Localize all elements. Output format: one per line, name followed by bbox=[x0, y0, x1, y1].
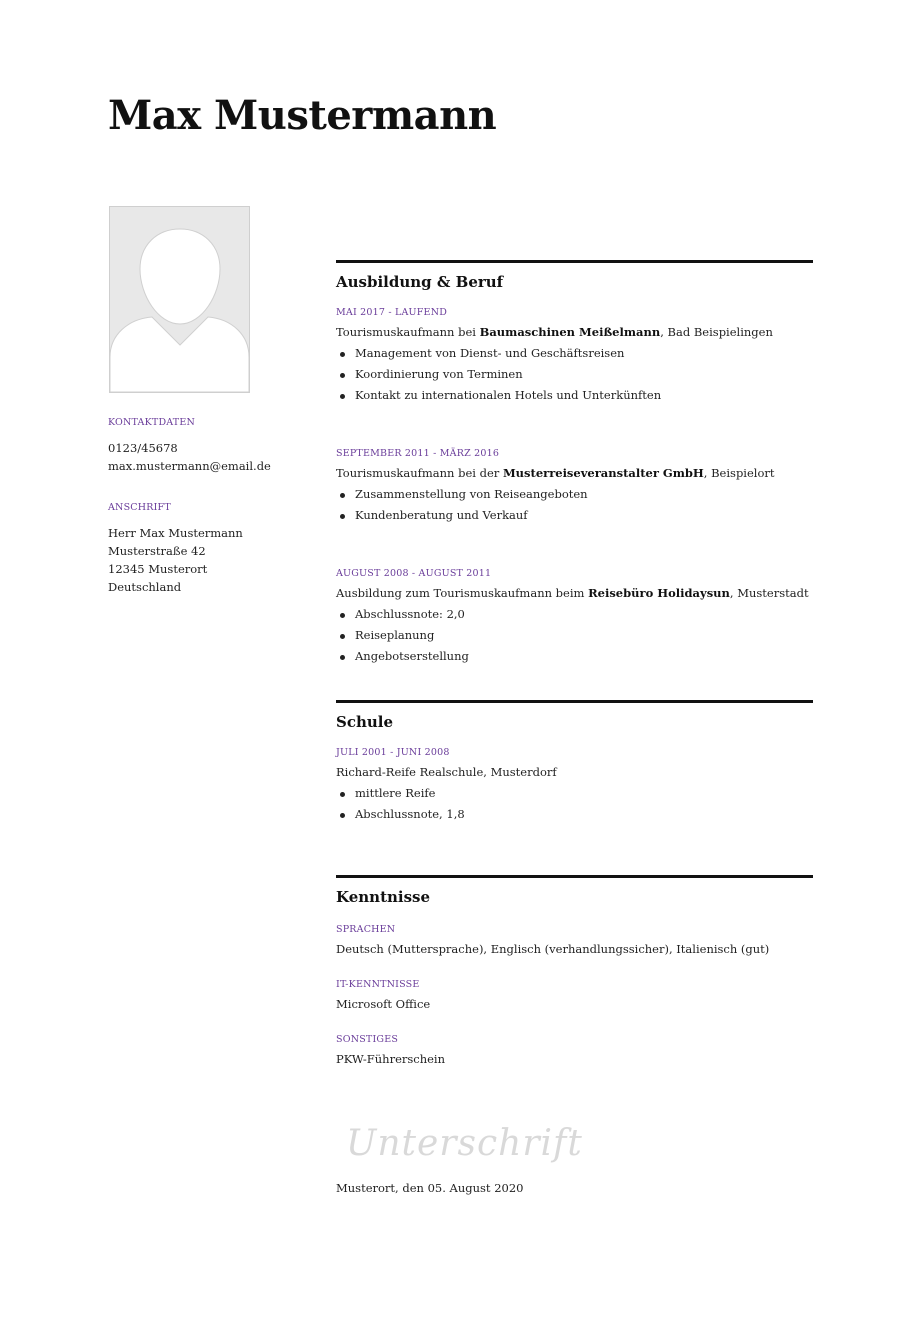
page-title: Max Mustermann bbox=[108, 92, 497, 139]
career-entry bbox=[336, 306, 813, 406]
list-item bbox=[336, 646, 813, 667]
list-item bbox=[336, 604, 813, 625]
profile-photo bbox=[109, 206, 250, 393]
skill-label: SPRACHEN bbox=[336, 924, 396, 935]
skill-text: Deutsch (Muttersprache), Englisch (verhandlungssicher), Italienisch (gut) bbox=[336, 942, 770, 956]
entry-date: MAI 2017 - LAUFEND bbox=[336, 307, 448, 318]
list-item bbox=[336, 804, 813, 825]
skill-label: SONSTIGES bbox=[336, 1034, 399, 1045]
list-item-text: Koordinierung von Terminen bbox=[355, 367, 523, 381]
bullet-icon bbox=[340, 373, 345, 378]
contact-block bbox=[108, 416, 308, 475]
list-item-text: Management von Dienst- und Geschäftsreisen bbox=[355, 346, 625, 360]
list-item-text: mittlere Reife bbox=[355, 786, 436, 800]
entry-company: Musterreiseveranstalter GmbH bbox=[502, 466, 704, 480]
bullet-icon bbox=[340, 655, 345, 660]
skill-entry bbox=[336, 978, 813, 1013]
phone-number: 0123/45678 bbox=[108, 441, 178, 455]
bullet-icon bbox=[340, 493, 345, 498]
entry-date: JULI 2001 - JUNI 2008 bbox=[336, 747, 450, 758]
address-line: 12345 Musterort bbox=[108, 562, 208, 576]
list-item-text: Kundenberatung und Verkauf bbox=[355, 508, 528, 522]
skills-section bbox=[336, 875, 813, 1068]
bullet-icon bbox=[340, 352, 345, 357]
list-item-text: Kontakt zu internationalen Hotels und Unterkünften bbox=[355, 388, 662, 402]
bullet-icon bbox=[340, 514, 345, 519]
list-item bbox=[336, 343, 813, 364]
entry-location: , Beispielort bbox=[703, 466, 775, 480]
email-address: max.mustermann@email.de bbox=[108, 459, 271, 473]
skill-entry bbox=[336, 923, 813, 958]
person-silhouette-icon bbox=[110, 207, 249, 392]
entry-position bbox=[336, 584, 813, 602]
bullet-icon bbox=[340, 792, 345, 797]
skill-label: IT-KENNTNISSE bbox=[336, 979, 420, 990]
entry-bullets bbox=[336, 604, 813, 667]
address-label: ANSCHRIFT bbox=[108, 502, 171, 513]
career-section bbox=[336, 260, 813, 667]
list-item-text: Abschlussnote, 1,8 bbox=[355, 807, 465, 821]
entry-location: , Bad Beispielingen bbox=[660, 325, 773, 339]
section-divider bbox=[336, 700, 813, 703]
entry-company: Baumaschinen Meißelmann bbox=[479, 325, 661, 339]
bullet-icon bbox=[340, 394, 345, 399]
entry-date: SEPTEMBER 2011 - MÄRZ 2016 bbox=[336, 448, 500, 459]
address-line: Herr Max Mustermann bbox=[108, 526, 243, 540]
list-item bbox=[336, 364, 813, 385]
list-item-text: Abschlussnote: 2,0 bbox=[355, 607, 465, 621]
entry-role: Tourismuskaufmann bei der bbox=[336, 466, 503, 480]
bullet-icon bbox=[340, 634, 345, 639]
entry-role: Tourismuskaufmann bei bbox=[336, 325, 480, 339]
address-line: Deutschland bbox=[108, 580, 182, 594]
list-item bbox=[336, 385, 813, 406]
section-title: Ausbildung & Beruf bbox=[336, 273, 504, 291]
entry-position bbox=[336, 464, 813, 482]
list-item bbox=[336, 484, 813, 505]
entry-date: AUGUST 2008 - AUGUST 2011 bbox=[336, 568, 492, 579]
bullet-icon bbox=[340, 813, 345, 818]
entry-role: Ausbildung zum Tourismuskaufmann beim bbox=[336, 586, 589, 600]
entry-bullets bbox=[336, 343, 813, 406]
section-divider bbox=[336, 260, 813, 263]
school-entry bbox=[336, 746, 813, 825]
list-item bbox=[336, 505, 813, 526]
entry-position bbox=[336, 323, 813, 341]
career-entry bbox=[336, 447, 813, 526]
entry-company: Reisebüro Holidaysun bbox=[588, 586, 730, 600]
section-divider bbox=[336, 875, 813, 878]
bullet-icon bbox=[340, 613, 345, 618]
section-title: Kenntnisse bbox=[336, 888, 431, 906]
address-line: Musterstraße 42 bbox=[108, 544, 206, 558]
signature-image: Unterschrift bbox=[346, 1123, 583, 1164]
entry-bullets bbox=[336, 484, 813, 526]
list-item bbox=[336, 625, 813, 646]
address-block bbox=[108, 501, 308, 596]
school-section bbox=[336, 700, 813, 825]
skill-text: PKW-Führerschein bbox=[336, 1052, 446, 1066]
list-item-text: Zusammenstellung von Reiseangeboten bbox=[355, 487, 588, 501]
skill-text: Microsoft Office bbox=[336, 997, 431, 1011]
place-date: Musterort, den 05. August 2020 bbox=[336, 1181, 524, 1195]
main-content bbox=[336, 260, 813, 1068]
sidebar bbox=[108, 416, 308, 622]
list-item-text: Reiseplanung bbox=[355, 628, 435, 642]
entry-bullets bbox=[336, 783, 813, 825]
list-item-text: Angebotserstellung bbox=[355, 649, 469, 663]
career-entry bbox=[336, 567, 813, 667]
entry-position: Richard-Reife Realschule, Musterdorf bbox=[336, 765, 557, 779]
contact-label: KONTAKTDATEN bbox=[108, 417, 195, 428]
entry-location: , Musterstadt bbox=[729, 586, 809, 600]
list-item bbox=[336, 783, 813, 804]
section-title: Schule bbox=[336, 713, 394, 731]
skill-entry bbox=[336, 1033, 813, 1068]
